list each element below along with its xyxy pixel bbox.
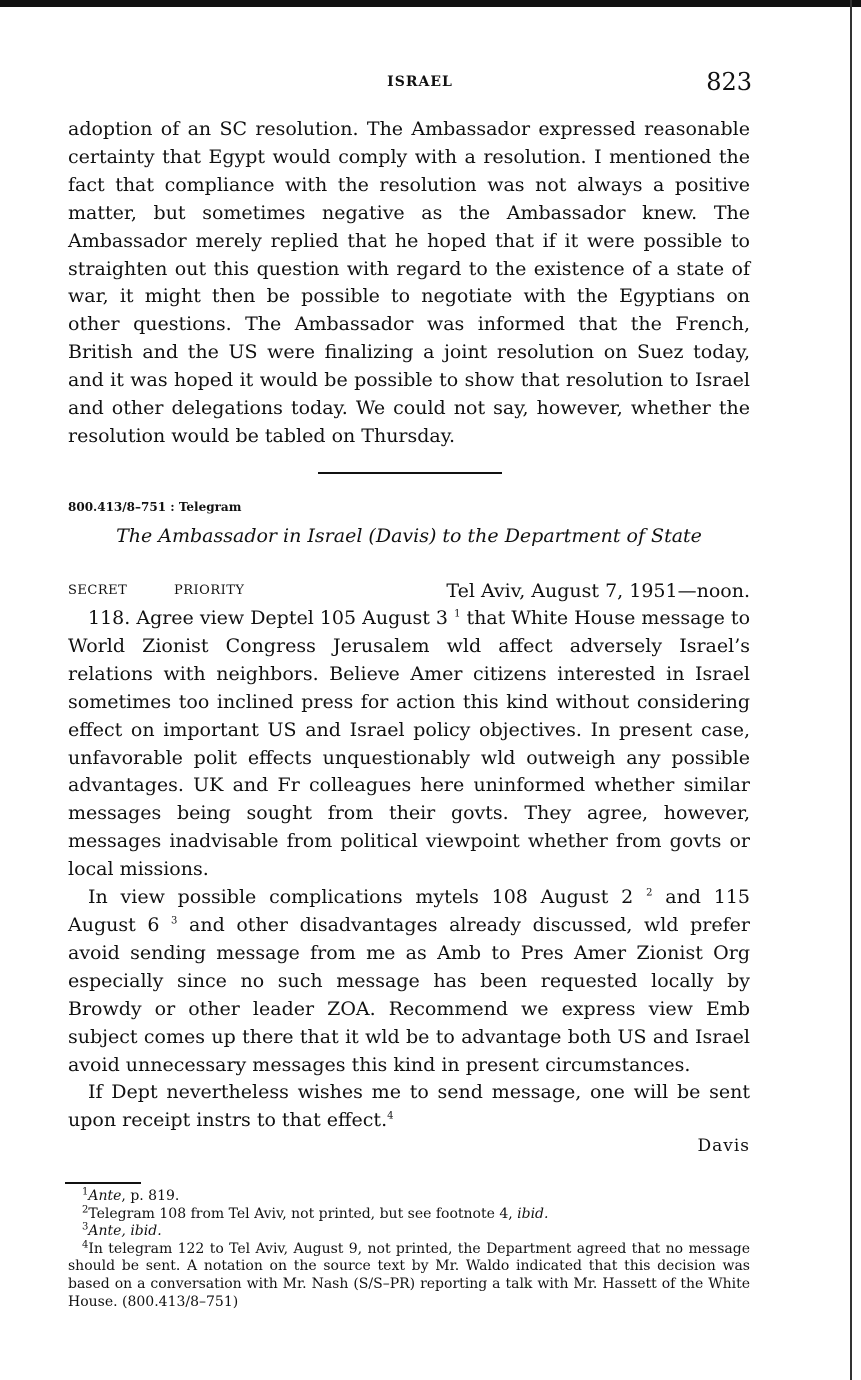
footnote-4 — [68, 1241, 750, 1311]
continuation-paragraph — [68, 116, 750, 451]
paragraph-3 — [68, 1079, 750, 1135]
telegram-body — [68, 605, 750, 1135]
document-id: 800.413/8–751 : Telegram — [68, 500, 242, 514]
continuation-text: adoption of an SC resolution. The Ambassador expressed reasonable certainty that Egypt would comply with a resolution. I mentioned the fact that compliance with the resolution was not always a positive matter, but sometimes negative as the Ambassador knew. The Ambassador merely replied that he hoped that if it were possible to straighten out this question with regard to the existence of a state of war, it might then be possible to negotiate with the Egyptians on other questions. The Ambassador was informed that the French, British and the US were finalizing a joint resolution on Suez today, and it was hoped it would be possible to show that resolution to Israel and other delegations today. We could not say, however, whether the resolution would be tabled on Thursday. — [68, 118, 750, 447]
footnote-1 — [68, 1188, 750, 1206]
footnote-1-mark: 1 — [82, 1186, 89, 1198]
footnote-2-text: Telegram 108 from Tel Aviv, not printed, but see footnote 4, — [88, 1205, 518, 1222]
footnote-ref-3: 3 — [171, 915, 178, 927]
top-border — [0, 0, 861, 7]
page-number: 823 — [706, 68, 752, 96]
footnote-ref-2: 2 — [646, 887, 653, 899]
classification-label: SECRET — [68, 583, 128, 598]
signature: Davis — [697, 1136, 750, 1156]
p2-text-b: and 115 August 6 — [68, 886, 751, 936]
paragraph-2 — [68, 884, 750, 1079]
document-heading-line — [68, 580, 750, 606]
footnote-2 — [68, 1203, 750, 1224]
footnotes — [68, 1188, 750, 1311]
footnote-ref-4: 4 — [387, 1110, 394, 1122]
dateline — [446, 580, 750, 602]
footnote-3-em: Ante, ibid. — [88, 1223, 162, 1240]
place: Tel Aviv — [446, 580, 520, 602]
p1-text-a: 118. Agree view Deptel 105 August 3 — [88, 607, 449, 629]
running-head: ISRAEL — [387, 74, 453, 90]
p3-text: If Dept nevertheless wishes me to send message, one will be sent upon receipt instrs to that effect. — [68, 1081, 750, 1132]
footnote-rule — [65, 1182, 141, 1184]
footnote-2-mark: 2 — [82, 1203, 89, 1215]
priority-label: PRIORITY — [174, 583, 245, 598]
section-divider — [318, 472, 502, 474]
page-edge — [850, 0, 852, 1380]
date: , August 7, 1951—noon. — [519, 580, 750, 602]
footnote-4-mark: 4 — [82, 1239, 89, 1251]
footnote-4-text: In telegram 122 to Tel Aviv, August 9, not printed, the Department agreed that no message should be sent. A notation on the source text by Mr. Waldo indicated that this decision was based on a conversation with Mr. Nash (S/S–PR) reporting a talk with Mr. Hassett of the White House. (800.413/8–751) — [68, 1240, 750, 1310]
footnote-3-mark: 3 — [82, 1221, 89, 1233]
p1-text-b: that White House message to World Zionist Congress Jerusalem wld affect adversely Israel’s relations with neighbors. Believe Amer citizens interested in Israel sometimes too inclined press for action this kind without considering effect on important US and Israel policy objectives. In present case, unfavorable polit effects unquestionably wld outweigh any possible advantages. UK and Fr colleagues here uninformed whether similar messages being sought from their govts. They agree, however, messages inadvisable from political viewpoint whether from govts or local missions. — [68, 607, 751, 881]
footnote-ref-1: 1 — [454, 608, 461, 620]
paragraph-1 — [68, 605, 750, 884]
document-title: The Ambassador in Israel (Davis) to the Department of State — [116, 525, 702, 547]
footnote-1-text: , p. 819. — [121, 1188, 180, 1204]
p2-text-a: In view possible complications mytels 108 August 2 — [88, 886, 634, 909]
footnote-1-em: Ante — [88, 1188, 122, 1204]
footnote-3 — [68, 1223, 750, 1241]
footnote-2-em: ibid. — [517, 1205, 549, 1222]
p2-text-c: and other disadvantages already discussed, wld prefer avoid sending message from me as Amb to Pres Amer Zionist Org especially since no such message has been requested locally by Browdy or other leader ZOA. Recommend we express view Emb subject comes up there that it wld be to advantage both US and Israel avoid unnecessary messages this kind in present circumstances. — [68, 913, 750, 1076]
